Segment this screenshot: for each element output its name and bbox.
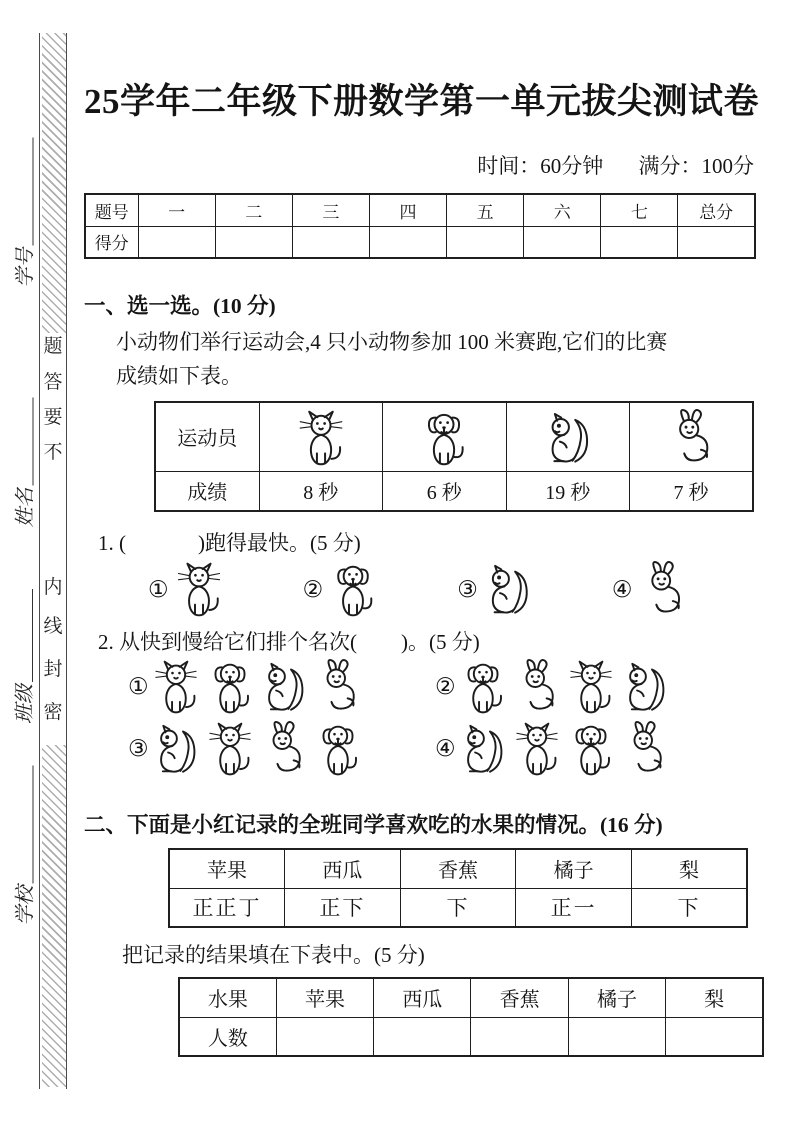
time-limit-label: 时间：60分钟 (477, 154, 604, 178)
question1-options (84, 561, 756, 618)
seal-text-char: 内 (43, 577, 63, 598)
cat-icon (150, 658, 204, 716)
circled-number: ④ (435, 736, 456, 763)
circled-number: ④ (611, 576, 633, 603)
circled-number: ③ (128, 736, 149, 763)
rabbit-icon (633, 561, 693, 618)
table-row (179, 978, 763, 1017)
seal-text-char: 要 (43, 407, 63, 428)
seal-hatching-top (42, 33, 66, 333)
race-time-cell: 8 秒 (259, 471, 383, 511)
cat-icon (511, 720, 565, 778)
table-row (179, 1017, 763, 1056)
squirrel-icon (258, 658, 312, 716)
count-blank-cell (276, 1017, 373, 1056)
question-number-header: 题号 (85, 194, 138, 226)
fruit-header: 苹果 (276, 978, 373, 1017)
rabbit-icon (511, 658, 565, 716)
athlete-cell (383, 402, 507, 471)
fruit-header: 梨 (631, 849, 747, 888)
fruit-header: 香蕉 (400, 849, 516, 888)
tally-marks-cell: 下 (400, 888, 516, 927)
seal-text-char: 答 (43, 372, 63, 393)
fruit-header: 梨 (666, 978, 763, 1017)
page-title: 25学年二年级下册数学第一单元拔尖测试卷 (84, 82, 760, 121)
column-header: 三 (292, 194, 369, 226)
count-row-label: 人数 (179, 1017, 276, 1056)
option-3-sequence (128, 720, 435, 778)
seal-text-char: 封 (43, 659, 63, 680)
table-row (155, 471, 753, 511)
athlete-cell (630, 402, 754, 471)
rabbit-icon (619, 720, 673, 778)
table-row (169, 888, 747, 927)
cat-icon (169, 561, 229, 618)
seal-text-char: 线 (43, 616, 63, 637)
fruit-header: 橘子 (568, 978, 665, 1017)
table-row (85, 226, 755, 258)
column-header: 七 (601, 194, 678, 226)
fruit-header: 苹果 (169, 849, 285, 888)
squirrel-icon (150, 720, 204, 778)
race-results-table (154, 401, 754, 512)
athlete-row-label: 运动员 (155, 402, 259, 471)
option-3 (457, 561, 538, 618)
tally-marks-cell: 正正丁 (169, 888, 285, 927)
tally-marks-cell: 正一 (516, 888, 632, 927)
squirrel-icon (478, 561, 538, 618)
squirrel-icon (619, 658, 673, 716)
intro-line: 成绩如下表。 (116, 364, 242, 389)
column-header: 一 (138, 194, 215, 226)
table-row (155, 402, 753, 471)
option-2 (303, 561, 384, 618)
squirrel-icon (457, 720, 511, 778)
name-label: 姓名 (14, 487, 37, 528)
seal-text-char: 不 (43, 442, 63, 463)
cat-icon (204, 720, 258, 778)
option-1-sequence (128, 658, 435, 716)
column-header: 二 (215, 194, 292, 226)
score-summary-table (84, 193, 756, 259)
class-blank-line (32, 589, 33, 682)
seal-hatching-bottom (42, 745, 66, 1087)
option-4-sequence (435, 720, 742, 778)
circled-number: ② (435, 674, 456, 701)
score-blank-cell (447, 226, 524, 258)
rabbit-icon (312, 658, 366, 716)
cat-icon (565, 658, 619, 716)
exam-meta-line (84, 150, 756, 180)
result-row-label: 成绩 (155, 471, 259, 511)
race-time-cell: 19 秒 (506, 471, 630, 511)
score-row-label: 得分 (85, 226, 138, 258)
question1-text: 1. ( )跑得最快。(5 分) (98, 531, 361, 556)
column-header: 五 (447, 194, 524, 226)
student-number-blank-line (33, 138, 34, 246)
fruit-header: 香蕉 (471, 978, 568, 1017)
fruit-column-header: 水果 (179, 978, 276, 1017)
intro-line: 小动物们举行运动会,4 只小动物参加 100 米赛跑,它们的比赛 (116, 330, 668, 354)
seal-line-strip (39, 33, 67, 1089)
column-header: 总分 (678, 194, 755, 226)
section2-heading: 二、下面是小红记录的全班同学喜欢吃的水果的情况。(16 分) (84, 813, 663, 838)
score-blank-cell (138, 226, 215, 258)
class-label: 班级 (14, 684, 36, 724)
student-number-field (11, 138, 38, 288)
section1-heading: 一、选一选。(10 分) (84, 294, 276, 318)
fruit-tally-table (168, 848, 748, 928)
score-blank-cell (215, 226, 292, 258)
rabbit-icon (630, 409, 752, 467)
dog-icon (323, 561, 383, 618)
school-field (11, 766, 38, 926)
option-1 (148, 561, 229, 618)
score-blank-cell (524, 226, 601, 258)
count-blank-cell (568, 1017, 665, 1056)
section1-intro (84, 325, 756, 393)
fruit-header: 橘子 (516, 849, 632, 888)
table-row (169, 849, 747, 888)
question2-options (84, 658, 756, 778)
class-field (10, 589, 37, 724)
fruit-header: 西瓜 (374, 978, 471, 1017)
circled-number: ① (128, 674, 149, 701)
score-blank-cell (601, 226, 678, 258)
fruit-count-table (178, 977, 764, 1057)
score-blank-cell (678, 226, 755, 258)
fill-table-instruction: 把记录的结果填在下表中。(5 分) (122, 943, 425, 968)
dog-icon (383, 409, 506, 467)
full-score-label: 满分：100分 (638, 154, 754, 178)
school-blank-line (33, 766, 34, 884)
option-2-sequence (435, 658, 742, 716)
squirrel-icon (507, 409, 630, 467)
name-blank-line (33, 398, 34, 486)
dog-icon (204, 658, 258, 716)
rabbit-icon (258, 720, 312, 778)
count-blank-cell (374, 1017, 471, 1056)
athlete-cell (259, 402, 383, 471)
cat-icon (260, 409, 383, 467)
main-content (84, 0, 760, 1057)
circled-number: ① (148, 576, 169, 603)
seal-text-char: 密 (43, 702, 63, 723)
score-blank-cell (292, 226, 369, 258)
tally-marks-cell: 正下 (285, 888, 401, 927)
dog-icon (312, 720, 366, 778)
dog-icon (565, 720, 619, 778)
question2-text: 2. 从快到慢给它们排个名次( )。(5 分) (98, 630, 480, 655)
column-header: 六 (524, 194, 601, 226)
option-4 (612, 561, 693, 618)
athlete-cell (506, 402, 630, 471)
student-number-label: 学号 (14, 247, 37, 288)
race-time-cell: 6 秒 (383, 471, 507, 511)
tally-marks-cell: 下 (631, 888, 747, 927)
school-label: 学校 (14, 885, 37, 926)
fruit-header: 西瓜 (285, 849, 401, 888)
score-blank-cell (369, 226, 446, 258)
table-row (85, 194, 755, 226)
seal-text-char: 题 (43, 336, 63, 357)
race-time-cell: 7 秒 (630, 471, 754, 511)
count-blank-cell (471, 1017, 568, 1056)
circled-number: ③ (457, 576, 478, 603)
count-blank-cell (666, 1017, 763, 1056)
column-header: 四 (369, 194, 446, 226)
dog-icon (457, 658, 511, 716)
circled-number: ② (302, 576, 324, 603)
name-field (11, 398, 38, 528)
